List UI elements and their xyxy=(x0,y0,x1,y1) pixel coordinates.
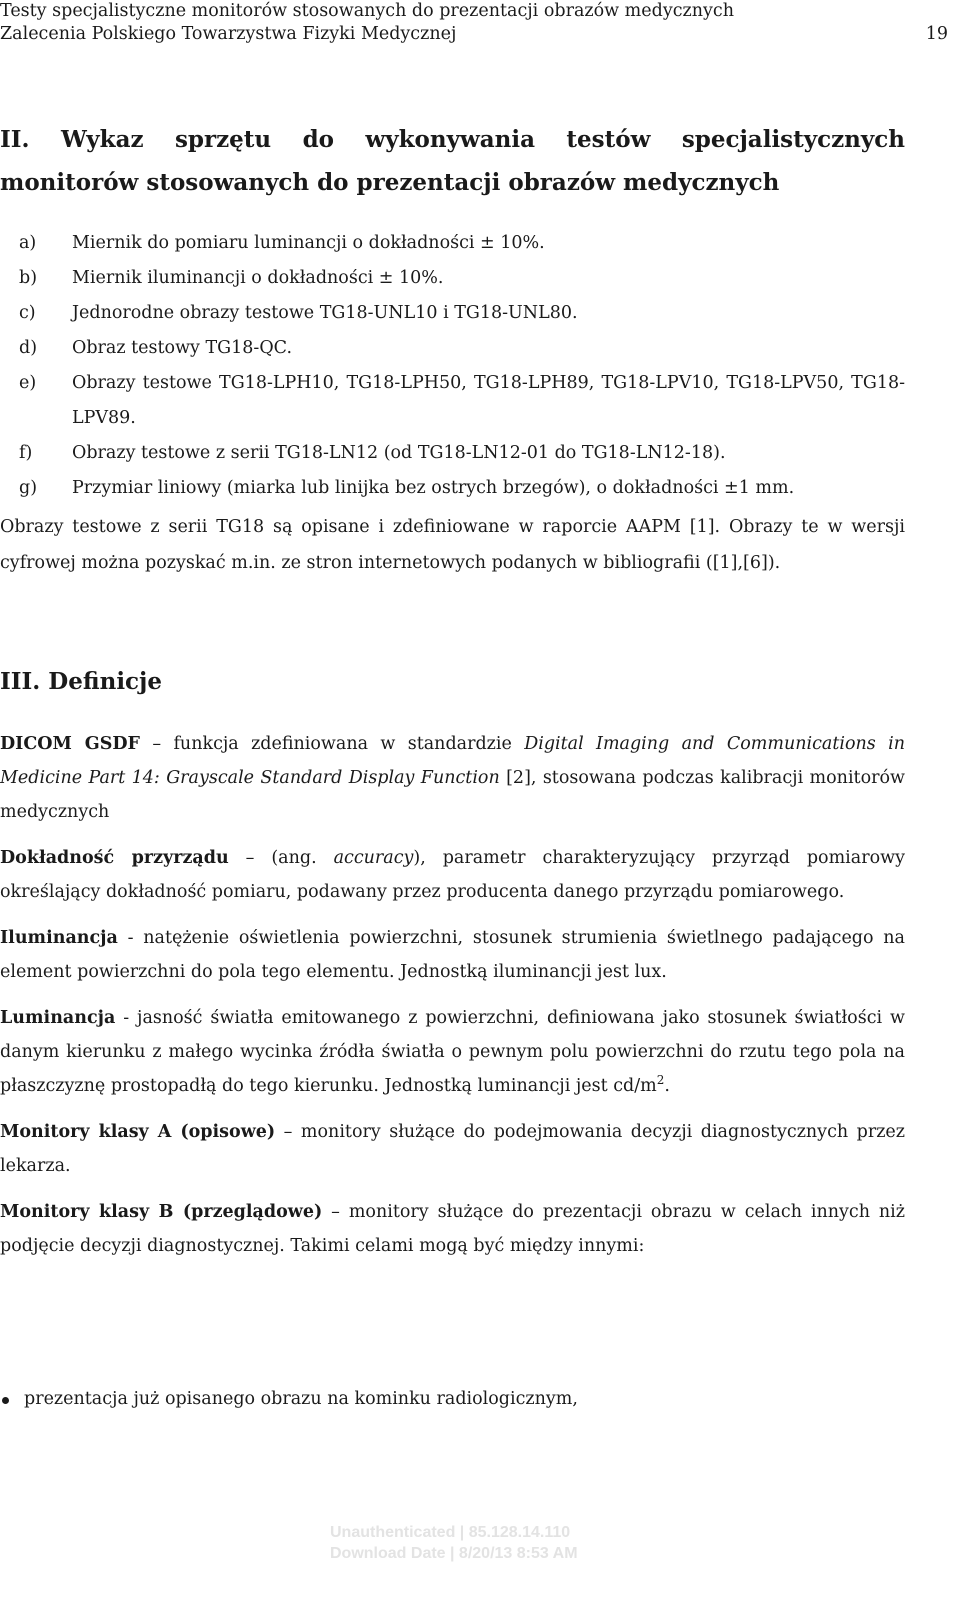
watermark-line: Unauthenticated | 85.128.14.110 xyxy=(330,1524,571,1541)
list-item-letter: e) xyxy=(19,373,37,393)
bullet-icon xyxy=(2,1397,9,1404)
definition-italic: Digital Imaging and Communications in Medicine Part 14: Grayscale Standard Display Function xyxy=(0,734,905,788)
definition-text: . xyxy=(664,1076,670,1096)
definition-dicom-gsdf xyxy=(0,727,905,829)
list-item-letter: b) xyxy=(19,268,38,288)
watermark-line: Download Date | 8/20/13 8:53 AM xyxy=(330,1545,578,1562)
definition-text: – monitory służące do prezentacji obrazu w celach innych niż podjęcie decyzji diagnostycznej. Takimi celami mogą być między innymi: xyxy=(0,1202,905,1256)
page-number: 19 xyxy=(925,24,948,44)
list-item-text: Przymiar liniowy (miarka lub linijka bez ostrych brzegów), o dokładności ±1 mm. xyxy=(72,478,795,498)
definition-text: - natężenie oświetlenia powierzchni, stosunek strumienia świetlnego padającego na element powierzchni do pola tego elementu. Jednostką iluminancji jest lux. xyxy=(0,928,905,982)
running-header xyxy=(0,0,948,46)
definition-accuracy xyxy=(0,841,905,909)
definition-term: Monitory klasy B (przeglądowe) xyxy=(0,1202,323,1222)
list-item xyxy=(0,1382,905,1416)
definition-class-b xyxy=(0,1195,905,1263)
list-item-letter: d) xyxy=(19,338,38,358)
definition-illuminance xyxy=(0,921,905,989)
list-item xyxy=(0,261,905,296)
definition-text: [2], stosowana podczas kalibracji monitorów medycznych xyxy=(0,768,906,822)
definition-luminance xyxy=(0,1001,905,1103)
definition-term: Iluminancja xyxy=(0,928,118,948)
section-3-heading: III. Definicje xyxy=(0,668,163,695)
download-watermark xyxy=(330,1522,578,1564)
section-2-heading: II. Wykaz sprzętu do wykonywania testów specjalistycznych monitorów stosowanych do prezentacji obrazów medycznych xyxy=(0,126,905,196)
list-item-letter: c) xyxy=(19,303,36,323)
list-item-letter: f) xyxy=(19,443,33,463)
list-item xyxy=(0,331,905,366)
definition-term: Monitory klasy A (opisowe) xyxy=(0,1122,276,1142)
list-item xyxy=(0,366,905,436)
list-item xyxy=(0,436,905,471)
list-item xyxy=(0,296,905,331)
definition-text: - jasność światła emitowanego z powierzchni, definiowana jako stosunek światłości w danym kierunku z małego wycinka źródła światła o pewnym polu powierzchni do rzutu tego pola na płaszczyznę prostopadłą do tego kierunku. Jednostką luminancji jest cd/m xyxy=(0,1008,905,1096)
definition-class-a xyxy=(0,1115,905,1183)
definition-text: – monitory służące do podejmowania decyzji diagnostycznych przez lekarza. xyxy=(0,1122,905,1176)
aapm-paragraph: Obrazy testowe z serii TG18 są opisane i zdefiniowane w raporcie AAPM [1]. Obrazy te w wersji cyfrowej można pozyskać m.in. ze stron internetowych podanych w bibliografii ([1],[6]). xyxy=(0,517,905,573)
list-item xyxy=(0,226,905,261)
bullet-text: prezentacja już opisanego obrazu na kominku radiologicznym, xyxy=(24,1389,578,1409)
header-subtitle: Zalecenia Polskiego Towarzystwa Fizyki Medycznej xyxy=(0,24,457,44)
definition-term: Dokładność przyrządu xyxy=(0,848,229,868)
definition-term: Luminancja xyxy=(0,1008,116,1028)
list-item-letter: a) xyxy=(19,233,37,253)
list-item xyxy=(0,471,905,506)
bullet-list xyxy=(0,1382,905,1416)
definition-text: ), parametr charakteryzujący przyrząd pomiarowy określający dokładność pomiaru, podawany przez producenta danego przyrządu pomiarowego. xyxy=(0,848,905,902)
list-item-text: Miernik do pomiaru luminancji o dokładności ± 10%. xyxy=(72,233,545,253)
list-item-text: Obraz testowy TG18-QC. xyxy=(72,338,293,358)
list-item-text: Miernik iluminancji o dokładności ± 10%. xyxy=(72,268,444,288)
list-item-text: Obrazy testowe z serii TG18-LN12 (od TG18-LN12-01 do TG18-LN12-18). xyxy=(72,443,726,463)
definition-italic: accuracy xyxy=(333,848,414,868)
definitions xyxy=(0,727,905,1275)
list-item-text: Obrazy testowe TG18-LPH10, TG18-LPH50, TG18-LPH89, TG18-LPV10, TG18-LPV50, TG18-LPV89. xyxy=(72,373,905,428)
definition-text: – (ang. xyxy=(228,848,334,868)
definition-term: DICOM GSDF xyxy=(0,734,140,754)
header-title: Testy specjalistyczne monitorów stosowanych do prezentacji obrazów medycznych xyxy=(0,1,734,21)
list-item-letter: g) xyxy=(19,478,38,498)
equipment-list xyxy=(0,226,905,506)
definition-text: – funkcja zdefiniowana w standardzie xyxy=(139,734,525,754)
list-item-text: Jednorodne obrazy testowe TG18-UNL10 i TG18-UNL80. xyxy=(72,303,578,323)
superscript: 2 xyxy=(656,1073,665,1088)
